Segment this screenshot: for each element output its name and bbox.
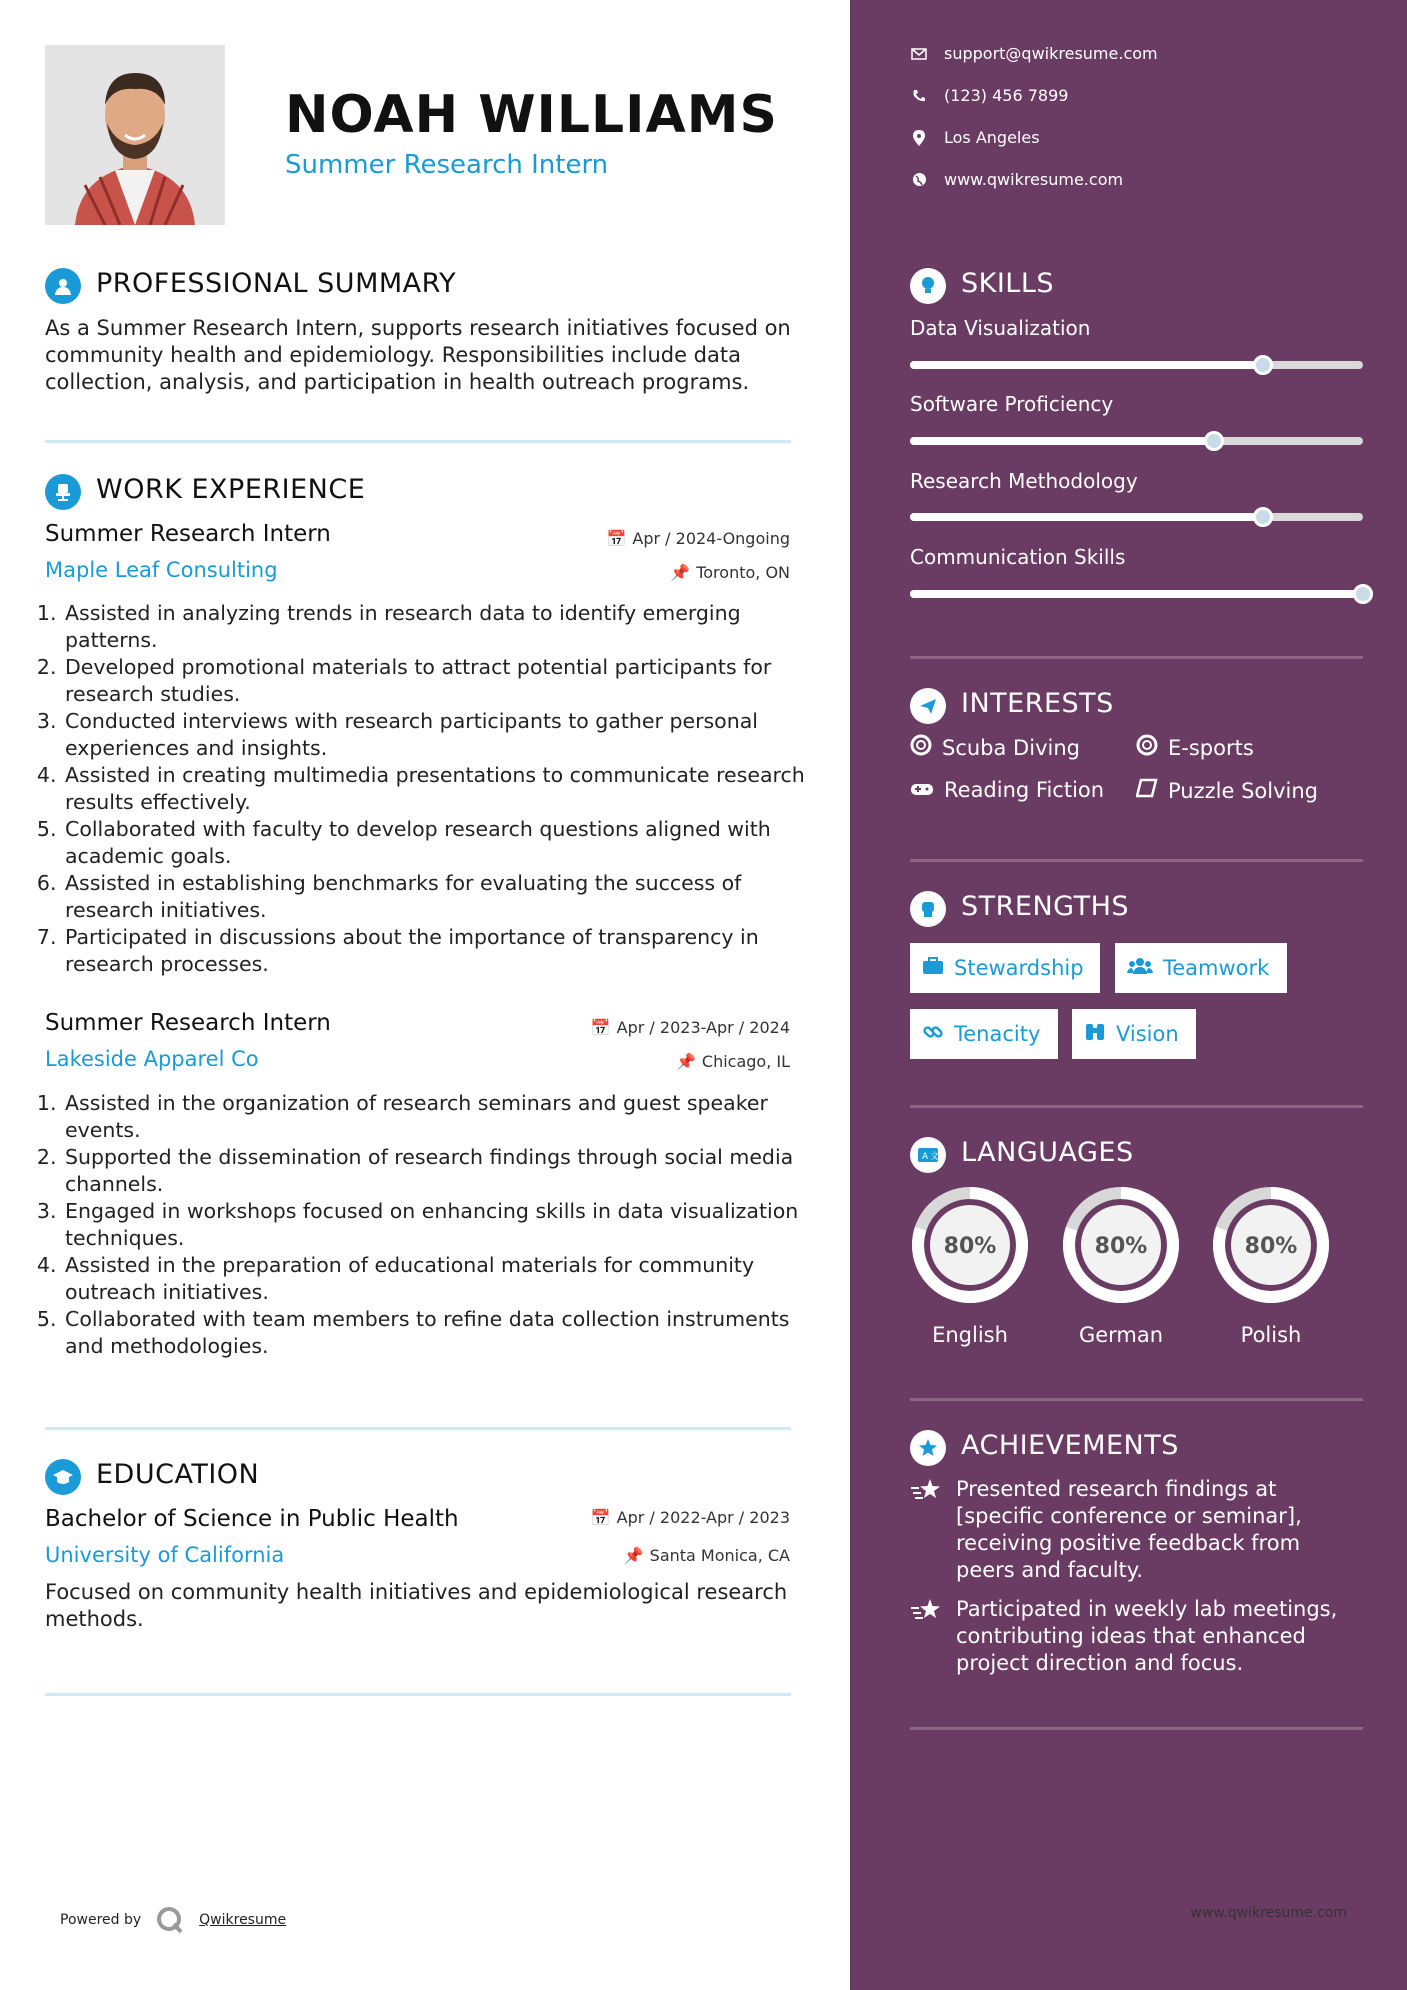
job-location bbox=[676, 1052, 790, 1071]
lifebuoy-icon bbox=[910, 734, 932, 761]
skill-bar bbox=[910, 590, 1363, 598]
contact-location bbox=[910, 128, 1040, 147]
skill-name: Communication Skills bbox=[910, 545, 1126, 569]
list-item: 4. Assisted in the preparation of educational materials for community outreach initiatives. bbox=[63, 1252, 813, 1306]
education-location bbox=[624, 1546, 790, 1565]
skill-name: Research Methodology bbox=[910, 469, 1138, 493]
brand-link[interactable]: Qwikresume bbox=[199, 1912, 287, 1928]
section-divider bbox=[910, 1398, 1363, 1401]
list-item: 5. Collaborated with team members to refine data collection instruments and methodologies. bbox=[63, 1306, 813, 1360]
phone-text: (123) 456 7899 bbox=[944, 86, 1069, 105]
strength-label: Stewardship bbox=[954, 956, 1084, 980]
section-divider bbox=[910, 859, 1363, 862]
skills-heading: SKILLS bbox=[961, 268, 1055, 299]
lifebuoy-icon bbox=[1136, 734, 1158, 761]
achievement-text: Participated in weekly lab meetings, contributing ideas that enhanced project direction and focus. bbox=[956, 1597, 1338, 1675]
achievement-item bbox=[910, 1596, 1363, 1677]
star-badge-icon bbox=[910, 1430, 946, 1466]
school-name: University of California bbox=[45, 1543, 285, 1567]
email-text: support@qwikresume.com bbox=[944, 44, 1158, 63]
job-bullets bbox=[45, 600, 813, 978]
skill-bar-knob bbox=[1353, 584, 1373, 604]
skill-name: Software Proficiency bbox=[910, 392, 1114, 416]
education-location-text: Santa Monica, CA bbox=[649, 1546, 790, 1565]
pin-icon: 📌 bbox=[675, 1052, 696, 1071]
list-item: 3. Conducted interviews with research participants to gather personal experiences and insights. bbox=[63, 708, 813, 762]
section-divider bbox=[45, 1693, 791, 1696]
skill-bar-fill bbox=[910, 437, 1214, 445]
strength-tag bbox=[910, 1009, 1058, 1059]
link-icon bbox=[922, 1021, 944, 1048]
skill-bar bbox=[910, 513, 1363, 521]
calendar-icon: 📅 bbox=[606, 529, 627, 548]
skill-bar-fill bbox=[910, 590, 1363, 598]
powered-by-text: Powered by bbox=[60, 1912, 142, 1928]
interest-item bbox=[910, 778, 1104, 802]
language-ring bbox=[910, 1185, 1030, 1305]
interest-item bbox=[1136, 734, 1254, 761]
interests-heading: INTERESTS bbox=[961, 688, 1114, 719]
job-bullets bbox=[45, 1090, 813, 1360]
skill-bar-knob bbox=[1204, 431, 1224, 451]
candidate-name: NOAH WILLIAMS bbox=[285, 85, 778, 145]
language-name: Polish bbox=[1240, 1323, 1302, 1347]
shooting-star-icon bbox=[910, 1596, 944, 1677]
summary-text: As a Summer Research Intern, supports research initiatives focused on community health and epidemiology. Responsibilities include data collection, analysis, and participation in health outreach programs. bbox=[45, 316, 791, 394]
education-date bbox=[591, 1508, 790, 1527]
interest-item bbox=[910, 734, 1080, 761]
section-divider bbox=[910, 1727, 1363, 1730]
footer-powered-by bbox=[60, 1905, 286, 1935]
list-item: 6. Assisted in establishing benchmarks for evaluating the success of research initiatives. bbox=[63, 870, 813, 924]
education-text: Focused on community health initiatives and epidemiological research methods. bbox=[45, 1580, 788, 1631]
footer-website: www.qwikresume.com bbox=[1190, 1905, 1347, 1921]
job-location-text: Chicago, IL bbox=[701, 1052, 790, 1071]
paper-plane-icon bbox=[910, 688, 946, 724]
achievements-heading: ACHIEVEMENTS bbox=[961, 1430, 1179, 1461]
language-item bbox=[1061, 1185, 1181, 1347]
list-item: 3. Engaged in workshops focused on enhancing skills in data visualization techniques. bbox=[63, 1198, 813, 1252]
list-item: 2. Developed promotional materials to attract potential participants for research studies. bbox=[63, 654, 813, 708]
pin-icon: 📌 bbox=[670, 563, 691, 582]
list-item: 7. Participated in discussions about the importance of transparency in research processes. bbox=[63, 924, 813, 978]
strength-label: Vision bbox=[1116, 1022, 1179, 1046]
book-icon bbox=[1136, 778, 1158, 803]
skill-bar-fill bbox=[910, 361, 1263, 369]
svg-text:A: A bbox=[922, 1152, 929, 1162]
language-item bbox=[1211, 1185, 1331, 1347]
language-ring bbox=[1211, 1185, 1331, 1305]
skill-bar bbox=[910, 361, 1363, 369]
envelope-icon bbox=[910, 45, 928, 63]
svg-text:文: 文 bbox=[930, 1152, 939, 1162]
svg-text:80%: 80% bbox=[1094, 1234, 1148, 1259]
section-divider bbox=[45, 440, 791, 443]
list-item: 1. Assisted in the organization of research seminars and guest speaker events. bbox=[63, 1090, 813, 1144]
list-item: 2. Supported the dissemination of research findings through social media channels. bbox=[63, 1144, 813, 1198]
job-title: Summer Research Intern bbox=[45, 521, 331, 547]
briefcase-icon bbox=[922, 956, 944, 980]
globe-icon bbox=[910, 171, 928, 189]
skill-bar bbox=[910, 437, 1363, 445]
interest-label: Puzzle Solving bbox=[1168, 778, 1318, 803]
language-item bbox=[910, 1185, 1030, 1347]
graduation-cap-icon bbox=[45, 1459, 81, 1495]
job-date-text: Apr / 2023-Apr / 2024 bbox=[616, 1018, 790, 1037]
strengths-heading: STRENGTHS bbox=[961, 891, 1130, 922]
list-item: 5. Collaborated with faculty to develop research questions aligned with academic goals. bbox=[63, 816, 813, 870]
language-name: English bbox=[932, 1323, 1008, 1347]
job-date bbox=[606, 529, 790, 548]
strength-label: Tenacity bbox=[954, 1022, 1041, 1046]
summary-heading: PROFESSIONAL SUMMARY bbox=[96, 268, 457, 299]
shooting-star-icon bbox=[910, 1476, 944, 1584]
user-icon bbox=[45, 268, 81, 304]
education-date-text: Apr / 2022-Apr / 2023 bbox=[616, 1508, 790, 1527]
contact-email bbox=[910, 44, 1158, 63]
job-company: Maple Leaf Consulting bbox=[45, 558, 278, 582]
list-item: 1. Assisted in analyzing trends in research data to identify emerging patterns. bbox=[63, 600, 813, 654]
calendar-icon: 📅 bbox=[590, 1018, 611, 1037]
languages-heading: LANGUAGES bbox=[961, 1137, 1134, 1168]
language-name: German bbox=[1078, 1323, 1164, 1347]
section-divider bbox=[45, 1427, 791, 1430]
hand-fist-icon bbox=[910, 891, 946, 927]
job-title: Summer Research Intern bbox=[45, 1010, 331, 1036]
profile-photo bbox=[45, 45, 225, 225]
svg-text:80%: 80% bbox=[943, 1234, 997, 1259]
users-icon bbox=[1127, 956, 1153, 980]
strength-tag bbox=[1115, 943, 1287, 993]
degree-title: Bachelor of Science in Public Health bbox=[45, 1506, 459, 1532]
section-divider bbox=[910, 1105, 1363, 1108]
achievement-text: Presented research findings at [specific conference or seminar], receiving positive feedback from peers and faculty. bbox=[956, 1477, 1302, 1582]
svg-text:80%: 80% bbox=[1244, 1234, 1298, 1259]
section-divider bbox=[910, 656, 1363, 659]
interest-item bbox=[1136, 778, 1318, 803]
lightbulb-icon bbox=[910, 268, 946, 304]
interest-label: Reading Fiction bbox=[944, 778, 1105, 802]
job-location-text: Toronto, ON bbox=[696, 563, 790, 582]
interest-label: Scuba Diving bbox=[942, 735, 1080, 760]
job-location bbox=[670, 563, 790, 582]
strength-tag bbox=[1072, 1009, 1196, 1059]
candidate-title: Summer Research Intern bbox=[285, 150, 609, 180]
job-company: Lakeside Apparel Co bbox=[45, 1047, 259, 1071]
qwikresume-logo-icon bbox=[155, 1905, 185, 1935]
strength-label: Teamwork bbox=[1163, 956, 1270, 980]
experience-heading: WORK EXPERIENCE bbox=[96, 474, 366, 505]
map-marker-icon bbox=[910, 129, 928, 147]
achievement-item bbox=[910, 1476, 1363, 1584]
job-date-text: Apr / 2024-Ongoing bbox=[632, 529, 790, 548]
gamepad-icon bbox=[910, 778, 934, 802]
website-text: www.qwikresume.com bbox=[944, 170, 1124, 189]
interest-label: E-sports bbox=[1168, 735, 1254, 760]
calendar-icon: 📅 bbox=[590, 1508, 611, 1527]
skill-name: Data Visualization bbox=[910, 316, 1091, 340]
contact-website bbox=[910, 170, 1123, 189]
location-text: Los Angeles bbox=[944, 128, 1040, 147]
strength-tag bbox=[910, 943, 1100, 993]
education-heading: EDUCATION bbox=[96, 1459, 260, 1490]
pin-icon: 📌 bbox=[623, 1546, 644, 1565]
chair-icon bbox=[45, 474, 81, 510]
language-ring bbox=[1061, 1185, 1181, 1305]
job-date bbox=[591, 1018, 790, 1037]
phone-icon bbox=[910, 87, 928, 105]
skill-bar-fill bbox=[910, 513, 1263, 521]
contact-phone bbox=[910, 86, 1068, 105]
language-icon bbox=[910, 1137, 946, 1173]
list-item: 4. Assisted in creating multimedia presentations to communicate research results effectively. bbox=[63, 762, 813, 816]
binoculars-icon bbox=[1084, 1021, 1106, 1048]
